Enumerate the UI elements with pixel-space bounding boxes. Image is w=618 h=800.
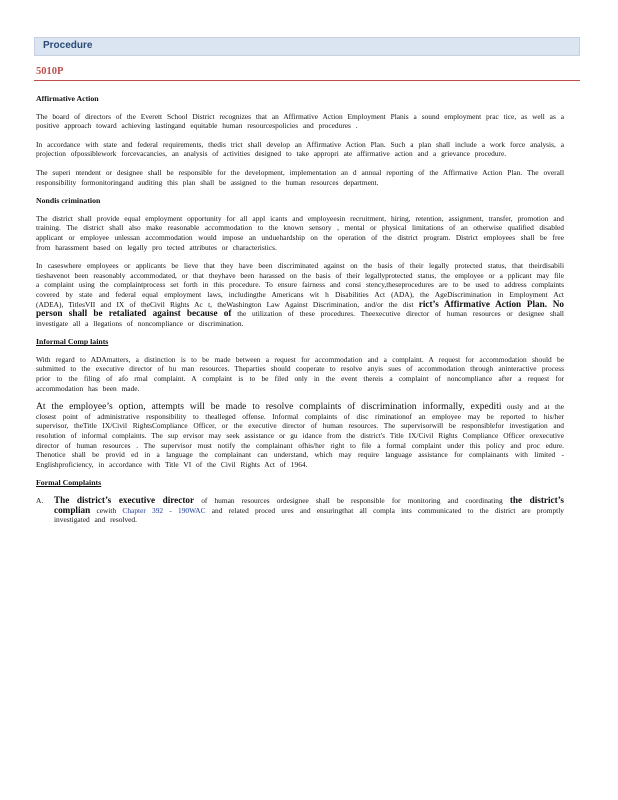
text-run: of human resources ordesignee shall be responsible for monitoring and coordinating — [201, 496, 503, 505]
paragraph — [36, 261, 564, 328]
heading-formal-complaints: Formal Complaints — [36, 478, 102, 488]
heading-nondiscrimination: Nondis crimination — [36, 196, 101, 206]
heading-informal-complaints: Informal Comp laints — [36, 337, 109, 347]
procedure-header-bar — [34, 37, 580, 56]
paragraph: With regard to ADAmatters, a distinction is to be made between a request for accommodation and a complaint. A request for accommodation should be submitted to the executive director of hu man resources. Theparties should cooperate to resolve anyis sues of accommodation through aninteractive process prior to the filing of afo rmal complaint. A complaint is to be filed only in the event thereis a complaint of noncompliance after a request for accommodation has been made. — [36, 354, 564, 393]
list-item — [36, 496, 564, 525]
paragraph: The board of directors of the Everett School District recognizes that an Affirmative Action Employment Planis a sound employment prac tice, as well as a positive approach toward achieving lastingand equitable human resourcespolicies and procedures . — [36, 111, 564, 131]
paragraph: The district shall provide equal employment opportunity for all appl icants and employeesin recruitment, hiring, retention, assignment, transfer, promotion and training. The district shall also make reasonable accommodation to the known sensory , mental or physical limitations of an otherwise qualified disabled applicant or employee unlessan accommodation would impose an unduehardship on the operation of the district program. District employees shall be free from harassment based on legally pro tected attributes or characteristics. — [36, 213, 564, 252]
document-body — [36, 94, 564, 533]
text-run: ously and at the closest point of administrative responsibility to thealleged offense. Informal complaints of disc riminationof an employee may be reported to his/her supervisor, theTitle IX/Civil RightsCompliance Officer, or the executive director of human resources. The supervisorwill be responsiblefor investigation and resolution of informal complaints. The sup ervisor may seek assistance or gu idance from the district's Title IX/Civil Rights Compliance Officer orexecutive director of human resources . The supervisor must notify the complainant ofhis/her right to file a formal complaint under this policy and proc edure. Thenotice shall be provid ed in a language the complainant can understand, which may require language assistance for complainants with limited - Englishproficiency, in accordance with Title VI of the Civil Rights Act of 1964. — [36, 402, 564, 469]
text-run: cewith — [96, 505, 117, 515]
list-marker: A. — [36, 496, 44, 505]
wac-link[interactable]: Chapter 392 - 190WAC — [122, 505, 206, 515]
text-run-large: At the employee’s option, attempts will be made to resolve complaints of discrimination informally, expediti — [36, 401, 502, 413]
code-divider — [34, 80, 580, 81]
header-title: Procedure — [43, 40, 93, 51]
text-run-large: The district’s executive director — [54, 495, 195, 505]
policy-code: 5010P — [36, 66, 64, 77]
text-run: and related proced ures and ensuringthat all compla ints communicated to the district are promptly investigated and resolved. — [54, 505, 564, 525]
heading-affirmative-action: Affirmative Action — [36, 94, 99, 103]
text-run-large: the district’s complian — [54, 495, 564, 515]
paragraph: The superi ntendent or designee shall be responsible for the development, implementation an d annual reporting of the Affirmative Action Plan. The overall responsibility formonitoringand auditing this plan shall be assigned to the human resources department. — [36, 167, 564, 187]
text-run-large: rict’s Affirmative Action Plan. No person shall be retaliated against because of — [36, 298, 564, 319]
paragraph: In accordance with state and federal requirements, thedis trict shall develop an Affirmative Action Plan. Such a plan shall include a work force analysis, a projection ofpossiblework forcevacancies, an analysis of activities designed to take appropri ate affirmative action and a grievance procedure. — [36, 139, 564, 159]
text-run: the utilization of these procedures. Theexecutive director of human resources or designee shall investigate all a llegations of noncompliance or discrimination. — [36, 309, 564, 328]
paragraph — [36, 402, 564, 469]
text-run: In caseswhere employees or applicants be lieve that they have been discriminated against on the basis of their legally protected status, that theirdisabili tieshavenot been reasonably accommodated, or that theyhave been harassed on the basis of their legallyprotected status, the employee or a pplicant may file a complaint using the complaintprocess set forth in this procedure. To ensure fairness and consi stency,theseprocedures are to be used to address complaints covered by state and federal equal employment laws, includingthe Americans wit h Disabilities Act (ADA), the AgeDiscrimination in Employment Act (ADEA), TitlesVII and IX of theCivil Rights Ac t, theWashington Law Against Discrimination, and/or the dist — [36, 261, 564, 309]
